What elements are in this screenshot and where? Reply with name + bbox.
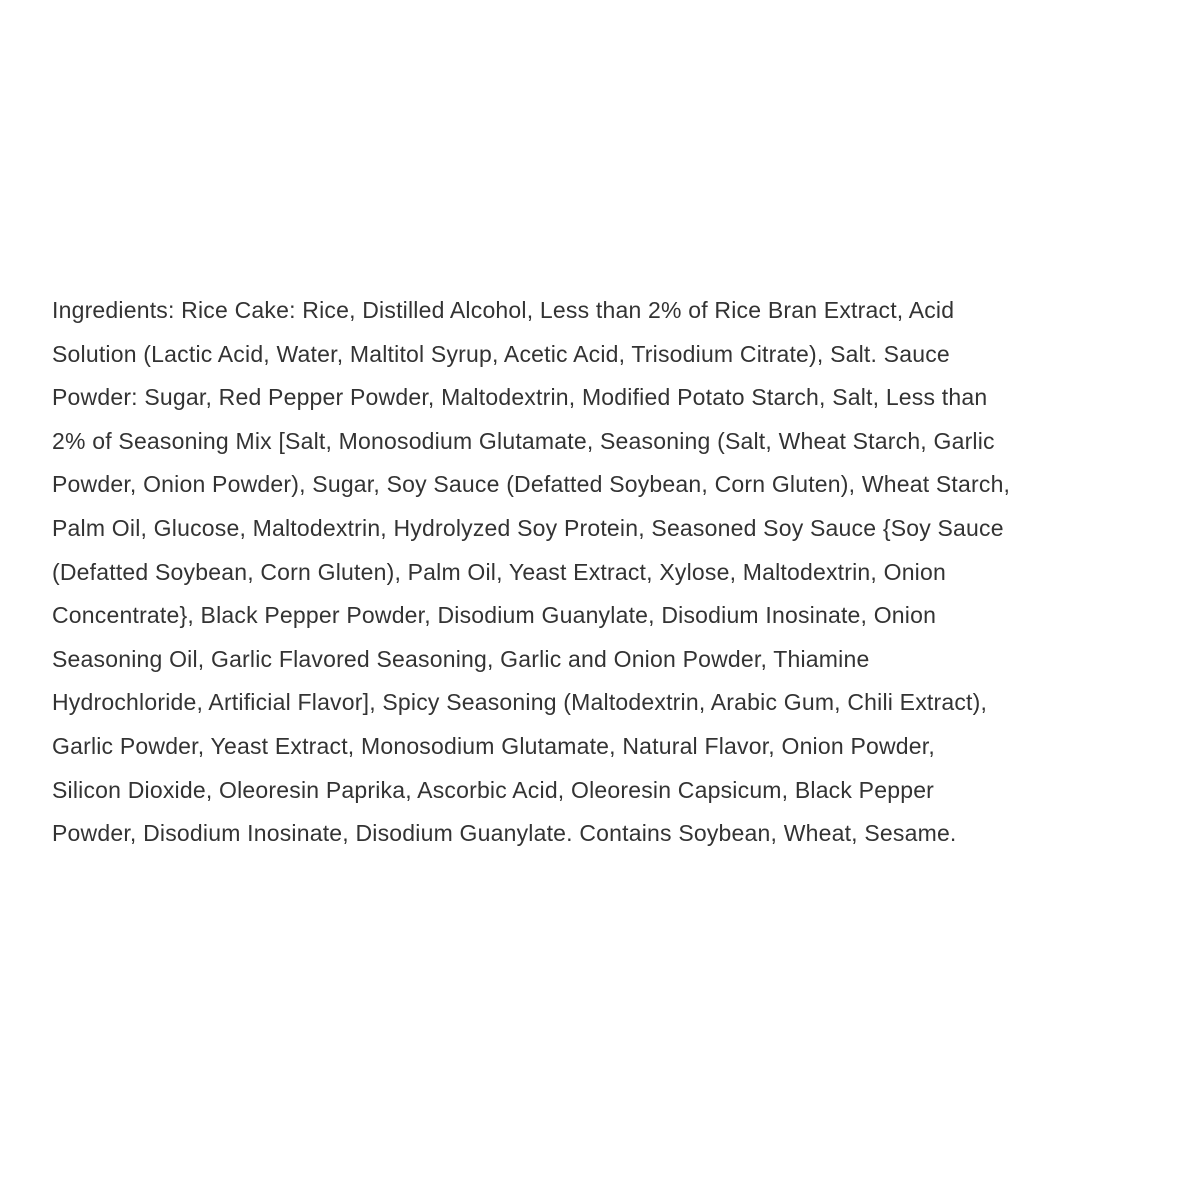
ingredients-line: 2% of Seasoning Mix [Salt, Monosodium Glutamate, Seasoning (Salt, Wheat Starch, Garlic (52, 427, 995, 454)
ingredients-line: Concentrate}, Black Pepper Powder, Disodium Guanylate, Disodium Inosinate, Onion (52, 602, 937, 629)
ingredients-text-block (52, 289, 1152, 856)
ingredients-line: Powder: Sugar, Red Pepper Powder, Maltodextrin, Modified Potato Starch, Salt, Less than (52, 384, 988, 411)
ingredients-line: Solution (Lactic Acid, Water, Maltitol Syrup, Acetic Acid, Trisodium Citrate), Salt. Sauce (52, 340, 950, 367)
ingredients-line: Palm Oil, Glucose, Maltodextrin, Hydrolyzed Soy Protein, Seasoned Soy Sauce {Soy Sauce (52, 514, 1004, 541)
ingredients-line: Powder, Disodium Inosinate, Disodium Guanylate. Contains Soybean, Wheat, Sesame. (52, 820, 957, 847)
ingredients-line: Silicon Dioxide, Oleoresin Paprika, Ascorbic Acid, Oleoresin Capsicum, Black Pepper (52, 776, 935, 803)
ingredients-line: Ingredients: Rice Cake: Rice, Distilled Alcohol, Less than 2% of Rice Bran Extract, Acid (52, 297, 955, 323)
ingredients-line: Garlic Powder, Yeast Extract, Monosodium Glutamate, Natural Flavor, Onion Powder, (52, 732, 935, 759)
ingredients-line: Powder, Onion Powder), Sugar, Soy Sauce (Defatted Soybean, Corn Gluten), Wheat Starch, (52, 471, 1011, 498)
ingredients-line: Hydrochloride, Artificial Flavor], Spicy Seasoning (Maltodextrin, Arabic Gum, Chili Extract), (52, 689, 988, 716)
ingredients-line: Seasoning Oil, Garlic Flavored Seasoning, Garlic and Onion Powder, Thiamine (52, 645, 870, 672)
ingredients-line: (Defatted Soybean, Corn Gluten), Palm Oil, Yeast Extract, Xylose, Maltodextrin, Onion (52, 558, 946, 585)
